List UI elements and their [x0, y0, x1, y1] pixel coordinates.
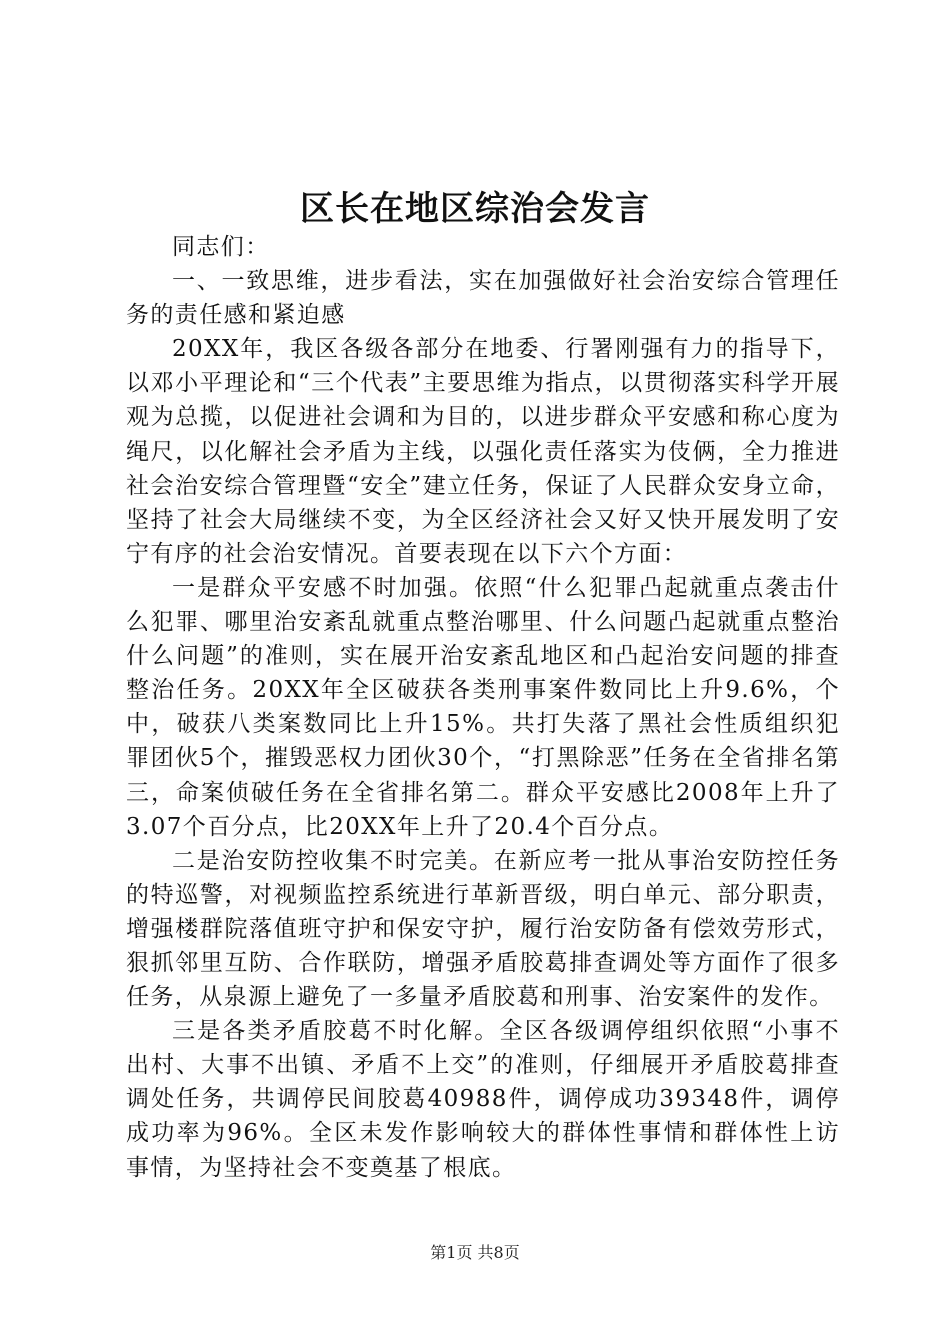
salutation-paragraph: 同志们：: [172, 234, 270, 260]
point-three-paragraph: 三是各类矛盾胶葛不时化解。全区各级调停组织依照“小事不出村、大事不出镇、矛盾不上交”的准则，仔细展开矛盾胶葛排查调处任务，共调停民间胶葛40988件，调停成功39348件，调停成功率为96%。全区未发作影响较大的群体性事情和群体性上访事情，为坚持社会不变奠基了根底。: [126, 1018, 840, 1181]
section-heading-paragraph: 一、一致思维，进步看法，实在加强做好社会治安综合管理任务的责任感和紧迫感: [126, 268, 840, 329]
overview-paragraph: 20XX年，我区各级各部分在地委、行署刚强有力的指导下，以邓小平理论和“三个代表”主要思维为指点，以贯彻落实科学开展观为总揽，以促进社会调和为目的，以进步群众平安感和称心度为绳尺，以化解社会矛盾为主线，以强化责任落实为伎俩，全力推进社会治安综合管理暨“安全”建立任务，保证了人民群众安身立命，坚持了社会大局继续不变，为全区经济社会又好又快开展发明了安宁有序的社会治安情况。首要表现在以下六个方面：: [126, 336, 840, 567]
document-title: 区长在地区综治会发言: [300, 189, 650, 229]
document-body: [126, 230, 840, 1185]
point-two-paragraph: 二是治安防控收集不时完美。在新应考一批从事治安防控任务的特巡警，对视频监控系统进行革新晋级，明白单元、部分职责，增强楼群院落值班守护和保安守护，履行治安防备有偿效劳形式，狠抓邻里互防、合作联防，增强矛盾胶葛排查调处等方面作了很多任务，从泉源上避免了一多量矛盾胶葛和刑事、治安案件的发作。: [126, 847, 840, 1011]
page-number-footer: 第1页 共8页: [430, 1243, 520, 1262]
point-one-paragraph: 一是群众平安感不时加强。依照“什么犯罪凸起就重点袭击什么犯罪、哪里治安紊乱就重点整治哪里、什么问题凸起就重点整治什么问题”的准则，实在展开治安紊乱地区和凸起治安问题的排查整治任务。20XX年全区破获各类刑事案件数同比上升9.6%，个中，破获八类案数同比上升15%。共打失落了黑社会性质组织犯罪团伙5个，摧毁恶权力团伙30个，“打黑除恶”任务在全省排名第三，命案侦破任务在全省排名第二。群众平安感比2008年上升了3.07个百分点，比20XX年上升了20.4个百分点。: [126, 574, 840, 840]
